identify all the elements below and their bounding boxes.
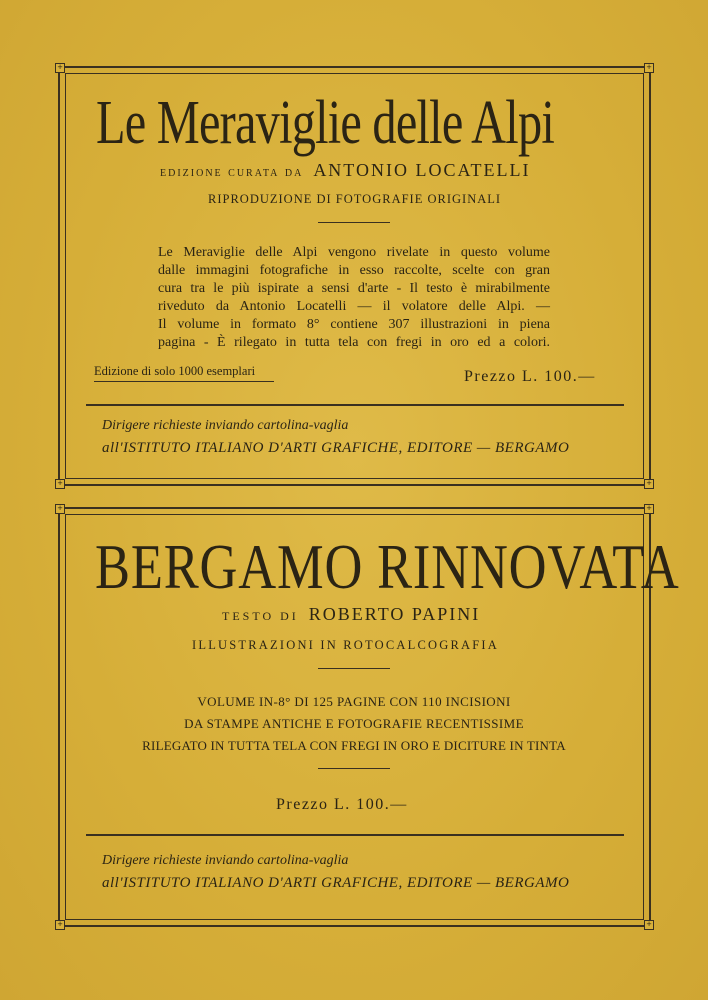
ad2-spec-line: RILEGATO IN TUTTA TELA CON FREGI IN ORO E DICITURE IN TINTA xyxy=(142,738,566,753)
ad1-body-line: cura tra le più ispirate a sensi d'arte - Il testo è mirabilmente xyxy=(158,281,550,296)
frame-corner-ornament: + xyxy=(55,504,65,514)
ad1-edition-label: edizione curata da xyxy=(160,165,304,180)
ad1-subtitle: RIPRODUZIONE DI FOTOGRAFIE ORIGINALI xyxy=(208,192,502,206)
ad2-author-name: ROBERTO PAPINI xyxy=(308,604,481,624)
ad1-short-divider xyxy=(318,222,390,223)
frame-corner-ornament: + xyxy=(644,63,654,73)
ad1-body-line: Il volume in formato 8° contiene 307 illustrazioni in piena xyxy=(158,317,550,332)
ad1-body-text xyxy=(158,244,550,352)
ad2-spec-line: VOLUME IN-8° DI 125 PAGINE CON 110 INCISIONI xyxy=(197,694,511,709)
ad2-title: BERGAMO RINNOVATA xyxy=(95,531,680,602)
ad1-body-line: Le Meraviglie delle Alpi vengono rivelate in questo volume xyxy=(158,245,550,260)
ad2-price: Prezzo L. 100.— xyxy=(276,796,408,813)
ad2-long-divider xyxy=(86,834,624,836)
ad2-text-label: TESTO DI xyxy=(222,609,299,623)
frame-corner-ornament: + xyxy=(644,479,654,489)
frame-corner-ornament: + xyxy=(644,504,654,514)
frame-corner-ornament: + xyxy=(55,920,65,930)
ad1-editor-line xyxy=(160,160,560,181)
ad1-body-line: riveduto da Antonio Locatelli — il volatore delle Alpi. — xyxy=(158,299,550,314)
ad2-short-divider-2 xyxy=(318,768,390,769)
ad1-price: Prezzo L. 100.— xyxy=(464,368,596,385)
ad2-spec-line: DA STAMPE ANTICHE E FOTOGRAFIE RECENTISSIME xyxy=(184,716,524,731)
frame-corner-ornament: + xyxy=(644,920,654,930)
ad1-note-underline xyxy=(94,381,274,382)
ad1-editor-name: ANTONIO LOCATELLI xyxy=(313,160,531,180)
ad1-body-line: dalle immagini fotografiche in esso raccolte, scelte con gran xyxy=(158,263,550,278)
ad1-title: Le Meraviglie delle Alpi xyxy=(96,89,555,157)
ad1-edition-note: Edizione di solo 1000 esemplari xyxy=(94,364,256,378)
ad2-short-divider xyxy=(318,668,390,669)
frame-corner-ornament: + xyxy=(55,63,65,73)
ad1-body-line: pagina - È rilegato in tutta tela con fregi in oro ed a colori. xyxy=(158,335,550,350)
ad1-long-divider xyxy=(86,404,624,406)
ad1-order-line1: Dirigere richieste inviando cartolina-vaglia xyxy=(102,418,349,433)
ad2-order-line2: all'ISTITUTO ITALIANO D'ARTI GRAFICHE, EDITORE — BERGAMO xyxy=(102,875,570,891)
frame-corner-ornament: + xyxy=(55,479,65,489)
ad2-author-line xyxy=(222,604,480,625)
ad2-subtitle: ILLUSTRAZIONI IN ROTOCALCOGRAFIA xyxy=(192,638,499,652)
ad1-order-line2: all'ISTITUTO ITALIANO D'ARTI GRAFICHE, EDITORE — BERGAMO xyxy=(102,440,570,456)
ad2-order-line1: Dirigere richieste inviando cartolina-vaglia xyxy=(102,853,349,868)
